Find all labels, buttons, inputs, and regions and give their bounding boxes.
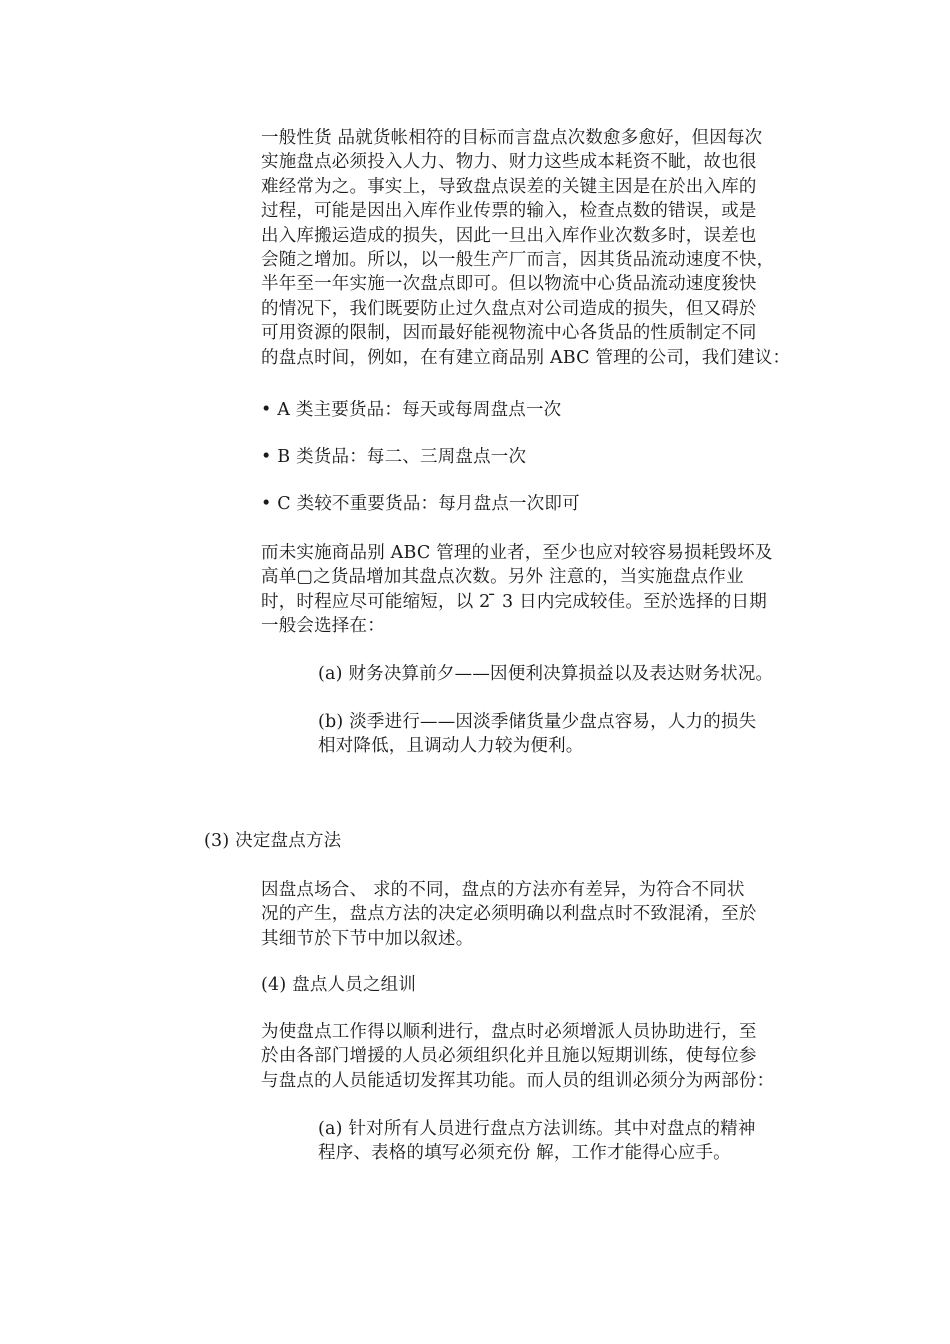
- text-line: 实施盘点必须投入人力、物力、财力这些成本耗资不眦，故也很: [261, 152, 757, 173]
- timing-item-b: [318, 710, 838, 759]
- text-line: 因盘点场合、 求的不同，盘点的方法亦有差异，为符合不同状: [261, 880, 745, 900]
- text-line: 过程，可能是因出入库作业传票的输入，检查点数的错误，或是: [261, 201, 757, 222]
- text-line: 出入库搬运造成的损失，因此一旦出入库作业次数多时，误差也: [261, 225, 757, 246]
- text-line: 的情况下，我们既要防止过久盘点对公司造成的损失，但又碍於: [261, 298, 757, 319]
- text-line: 半年至一年实施一次盘点即可。但以物流中心货品流动速度狻快: [261, 274, 757, 295]
- text-line: 的盘点时间，例如，在有建立商品别 ABC 管理的公司，我们建议：: [261, 347, 791, 368]
- bullet-class-b: • B 类货品：每二、三周盘点一次: [261, 447, 527, 467]
- text-line: (a) 针对所有人员进行盘点方法训练。其中对盘点的精神: [318, 1119, 756, 1139]
- paragraph-staff-training: [261, 1020, 821, 1093]
- text-line: 时，时程应尽可能缩短，以 2 ̄ 3 日内完成较佳。至於选择的日期: [261, 591, 767, 612]
- paragraph-non-abc: [261, 541, 821, 639]
- bullet-class-c: • C 类较不重要货品：每月盘点一次即可: [261, 494, 580, 514]
- text-line: 况的产生，盘点方法的决定必须明确以利盘点时不致混淆，至於: [261, 904, 757, 925]
- text-line: 高单▢之货品增加其盘点次数。另外 注意的，当实施盘点作业: [261, 567, 744, 588]
- text-line: 其细节於下节中加以叙述。: [261, 928, 474, 949]
- text-line: 与盘点的人员能适切发挥其功能。而人员的组训必须分为两部份：: [261, 1070, 775, 1091]
- text-line: 为使盘点工作得以顺利进行，盘点时必须增派人员协助进行，至: [261, 1022, 757, 1042]
- text-line: 可用资源的限制，因而最好能视物流中心各货品的性质制定不同: [261, 323, 757, 344]
- text-line: 程序、表格的填写必须充份 解，工作才能得心应手。: [318, 1143, 731, 1164]
- timing-item-a: [318, 662, 838, 686]
- text-line: (b) 淡季进行——因淡季储货量少盘点容易，人力的损失: [318, 712, 757, 732]
- bullet-class-a: • A 类主要货品：每天或每周盘点一次: [261, 400, 562, 420]
- section-heading-3: (3) 决定盘点方法: [204, 831, 342, 851]
- text-line: 相对降低，且调动人力较为便利。: [318, 736, 584, 757]
- text-line: 一般性货 品就货帐相符的目标而言盘点次数愈多愈好，但因每次: [261, 128, 763, 148]
- text-line: 一般会选择在：: [261, 616, 385, 637]
- text-line: 难经常为之。事实上，导致盘点误差的关键主因是在於出入库的: [261, 176, 757, 197]
- section-heading-4: (4) 盘点人员之组训: [261, 975, 417, 995]
- paragraph-method: [261, 878, 821, 951]
- paragraph-inventory-frequency: [261, 126, 821, 370]
- text-line: 而未实施商品别 ABC 管理的业者，至少也应对较容易损耗毁坏及: [261, 543, 773, 563]
- text-line: 於由各部门增援的人员必须组织化并且施以短期训练，使每位参: [261, 1046, 757, 1067]
- text-line: (a) 财务决算前夕——因便利决算损益以及表达财务状况。: [318, 664, 774, 684]
- text-line: 会随之增加。所以，以一般生产厂而言，因其货品流动速度不快，: [261, 250, 775, 271]
- training-item-a: [318, 1117, 838, 1166]
